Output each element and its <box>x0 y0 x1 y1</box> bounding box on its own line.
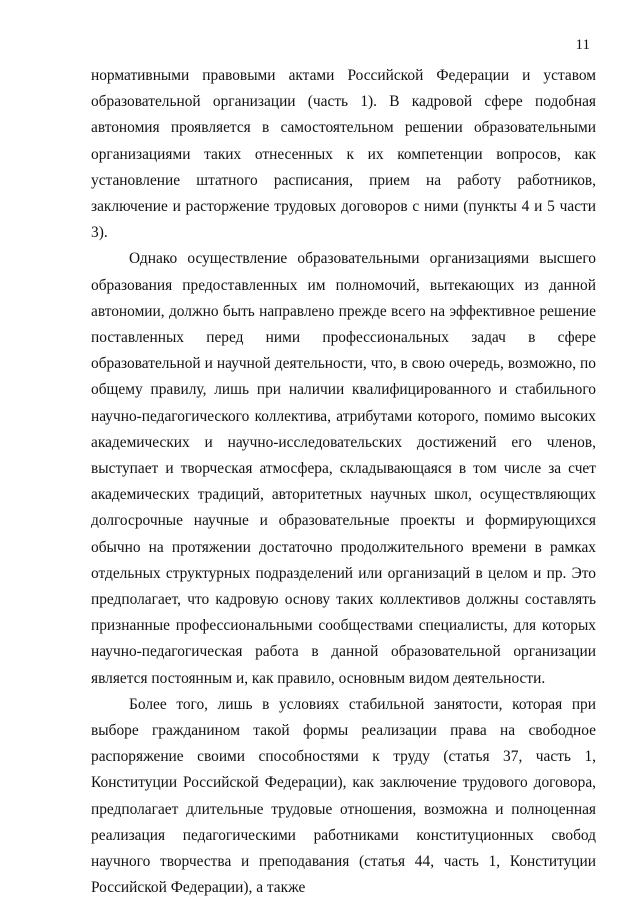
document-body <box>91 63 596 902</box>
paragraph-autonomy: Однако осуществление образовательными организациями высшего образования предоставленных им полномочий, вытекающих из данной автономии, должно быть направлено прежде всего на эффективное решение поставленных перед ними профессиональных задач в сфере образовательной и научной деятельности, что, в свою очередь, возможно, по общему правилу, лишь при наличии квалифицированного и стабильного научно-педагогического коллектива, атрибутами которого, помимо высоких академических и научно-исследовательских достижений его членов, выступает и творческая атмосфера, складывающаяся в том числе за счет академических традиций, авторитетных научных школ, осуществляющих долгосрочные научные и образовательные проекты и формирующихся обычно на протяжении достаточно продолжительного времени в рамках отдельных структурных подразделений или организаций в целом и пр. Это предполагает, что кадровую основу таких коллективов должны составлять признанные профессиональными сообществами специалисты, для которых научно-педагогическая работа в данной образовательной организации является постоянным и, как правило, основным видом деятельности. <box>91 250 596 687</box>
paragraph-continuation: нормативными правовыми актами Российской Федерации и уставом образовательной организации (часть 1). В кадровой сфере подобная автономия проявляется в самостоятельном решении образовательными организациями таких отнесенных к их компетенции вопросов, как установление штатного расписания, прием на работу работников, заключение и расторжение трудовых договоров с ними (пункты 4 и 5 части 3). <box>91 67 596 242</box>
paragraph-stable-employment: Более того, лишь в условиях стабильной занятости, которая при выборе гражданином такой формы реализации права на свободное распоряжение своими способностями к труду (статья 37, часть 1, Конституции Российской Федерации), как заключение трудового договора, предполагает длительные трудовые отношения, возможна и полноценная реализация педагогическими работниками конституционных свобод научного творчества и преподавания (статья 44, часть 1, Конституции Российской Федерации), а также <box>91 695 596 897</box>
page-number: 11 <box>575 37 590 53</box>
